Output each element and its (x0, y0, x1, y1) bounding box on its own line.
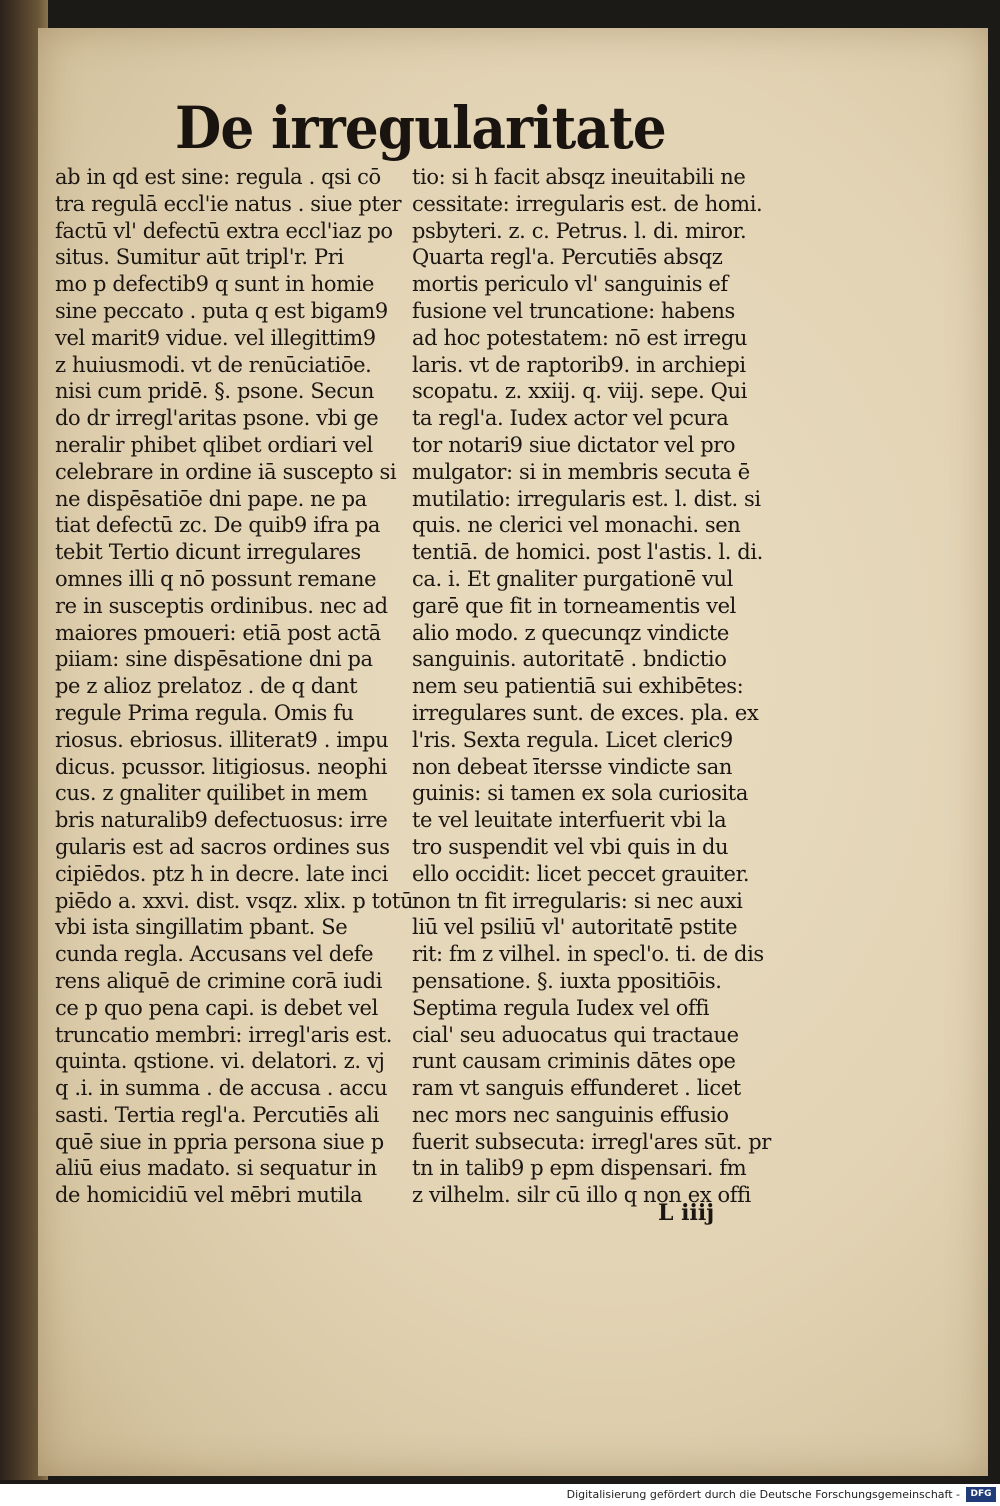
text-line: riosus. ebriosus. illiterat9 . impu (55, 727, 389, 752)
text-line: vel marit9 vidue. vel illegittim9 (55, 325, 376, 350)
text-line: sine peccato . puta q est bigam9 (55, 298, 388, 323)
text-line: gularis est ad sacros ordines sus (55, 834, 390, 859)
text-line: ce p quo pena capi. is debet vel (55, 995, 378, 1020)
text-line: z huiusmodi. vt de renūciatiōe. (55, 352, 372, 377)
text-line: cunda regla. Accusans vel defe (55, 942, 374, 967)
text-line: fuerit subsecuta: irregl'ares sūt. pr (412, 1129, 771, 1154)
text-line: vbi ista singillatim pbant. Se (55, 915, 348, 940)
text-line: pe z alioz prelatoz . de q dant (55, 674, 358, 699)
text-line: z vilhelm. silr cū illo q non ex offi (412, 1183, 751, 1208)
text-line: neralir phibet qlibet ordiari vel (55, 432, 373, 457)
text-line: ram vt sanguis effunderet . licet (412, 1076, 741, 1101)
footer-credit: Digitalisierung gefördert durch die Deutsche Forschungsgemeinschaft - (566, 1488, 960, 1501)
text-line: omnes illi q nō possunt remane (55, 566, 377, 591)
text-line: pensatione. §. iuxta ppositiōis. (412, 968, 722, 993)
text-line: psbyteri. z. c. Petrus. l. di. miror. (412, 218, 747, 243)
footer-bar (0, 1484, 1000, 1506)
text-line: garē que fit in torneamentis vel (412, 593, 736, 618)
text-line: Quarta regl'a. Percutiēs absqz (412, 245, 723, 270)
text-line: alio modo. z quecunqz vindicte (412, 620, 729, 645)
text-line: ello occidit: licet peccet grauiter. (412, 861, 750, 886)
text-line: tentiā. de homici. post l'astis. l. di. (412, 540, 763, 565)
text-line: bris naturalib9 defectuosus: irre (55, 808, 388, 833)
text-line: quis. ne clerici vel monachi. sen (412, 513, 741, 538)
text-line: re in susceptis ordinibus. nec ad (55, 593, 388, 618)
text-line: rit: fm z vilhel. in specl'o. ti. de dis (412, 942, 764, 967)
text-line: piiam: sine dispēsatione dni pa (55, 647, 373, 672)
text-line: runt causam criminis dātes ope (412, 1049, 736, 1074)
text-line: piēdo a. xxvi. dist. vsqz. xlix. p totū (55, 888, 414, 913)
left-text-column (55, 164, 414, 1209)
text-line: situs. Sumitur aūt tripl'r. Pri (55, 245, 344, 270)
text-line: cessitate: irregularis est. de homi. (412, 191, 763, 216)
text-line: sanguinis. autoritatē . bndictio (412, 647, 727, 672)
text-line: guinis: si tamen ex sola curiosita (412, 781, 748, 806)
text-line: rens aliquē de crimine corā iudi (55, 968, 383, 993)
text-line: quē siue in ppria persona siue p (55, 1129, 384, 1154)
text-line: nem seu patientiā sui exhibētes: (412, 674, 744, 699)
text-line: liū vel psiliū vl' autoritatē pstite (412, 915, 738, 940)
text-line: ad hoc potestatem: nō est irregu (412, 325, 748, 350)
text-line: l'ris. Sexta regula. Licet cleric9 (412, 727, 733, 752)
text-line: tra regulā eccl'ie natus . siue pter (55, 191, 402, 216)
text-line: nisi cum pridē. §. psone. Secun (55, 379, 374, 404)
text-line: ab in qd est sine: regula . qsi cō (55, 165, 381, 189)
text-line: scopatu. z. xxiij. q. viij. sepe. Qui (412, 379, 747, 404)
text-line: tro suspendit vel vbi quis in du (412, 834, 729, 859)
text-line: dicus. pcussor. litigiosus. neophi (55, 754, 388, 779)
text-line: factū vl' defectū extra eccl'iaz po (55, 218, 393, 243)
right-text-column (412, 164, 787, 1209)
text-line: non debeat ītersse vindicte san (412, 754, 733, 779)
text-line: tn in talib9 p epm dispensari. fm (412, 1156, 747, 1181)
signature-mark: L iiij (658, 1200, 715, 1226)
text-line: tio: si h facit absqz ineuitabili ne (412, 165, 746, 189)
text-line: tebit Tertio dicunt irregulares (55, 540, 361, 565)
text-line: fusione vel truncatione: habens (412, 298, 735, 323)
text-line: Septima regula Iudex vel offi (412, 995, 710, 1020)
text-line: tor notari9 siue dictator vel pro (412, 432, 736, 457)
text-line: celebrare in ordine iā suscepto si (55, 459, 397, 484)
text-line: mortis periculo vl' sanguinis ef (412, 272, 728, 297)
text-line: q .i. in summa . de accusa . accu (55, 1076, 388, 1101)
text-line: quinta. qstione. vi. delatori. z. vj (55, 1049, 385, 1074)
text-line: ta regl'a. Iudex actor vel pcura (412, 406, 729, 431)
text-line: te vel leuitate interfuerit vbi la (412, 808, 727, 833)
text-line: ne dispēsatiōe dni pape. ne pa (55, 486, 367, 511)
text-line: de homicidiū vel mēbri mutila (55, 1183, 363, 1208)
text-line: non tn fit irregularis: si nec auxi (412, 888, 743, 913)
text-line: irregulares sunt. de exces. pla. ex (412, 700, 759, 725)
text-line: nec mors nec sanguinis effusio (412, 1102, 729, 1127)
text-line: maiores pmoueri: etiā post actā (55, 620, 381, 645)
text-line: ca. i. Et gnaliter purgationē vul (412, 566, 733, 591)
text-line: laris. vt de raptorib9. in archiepi (412, 352, 746, 377)
text-line: aliū eius madato. si sequatur in (55, 1156, 377, 1181)
text-line: mutilatio: irregularis est. l. dist. si (412, 486, 761, 511)
text-line: do dr irregl'aritas psone. vbi ge (55, 406, 379, 431)
text-line: truncatio membri: irregl'aris est. (55, 1022, 393, 1047)
text-line: cipiēdos. ptz h in decre. late inci (55, 861, 388, 886)
text-line: cus. z gnaliter quilibet in mem (55, 781, 368, 806)
text-line: cial' seu aduocatus qui tractaue (412, 1022, 739, 1047)
text-line: mo p defectib9 q sunt in homie (55, 272, 375, 297)
page-heading: De irregularitate (175, 94, 666, 162)
text-line: sasti. Tertia regl'a. Percutiēs ali (55, 1102, 379, 1127)
dfg-logo-icon: DFG (966, 1487, 996, 1502)
text-line: regule Prima regula. Omis fu (55, 700, 354, 725)
text-line: tiat defectū zc. De quib9 ifra pa (55, 513, 381, 538)
text-line: mulgator: si in membris secuta ē (412, 459, 750, 484)
